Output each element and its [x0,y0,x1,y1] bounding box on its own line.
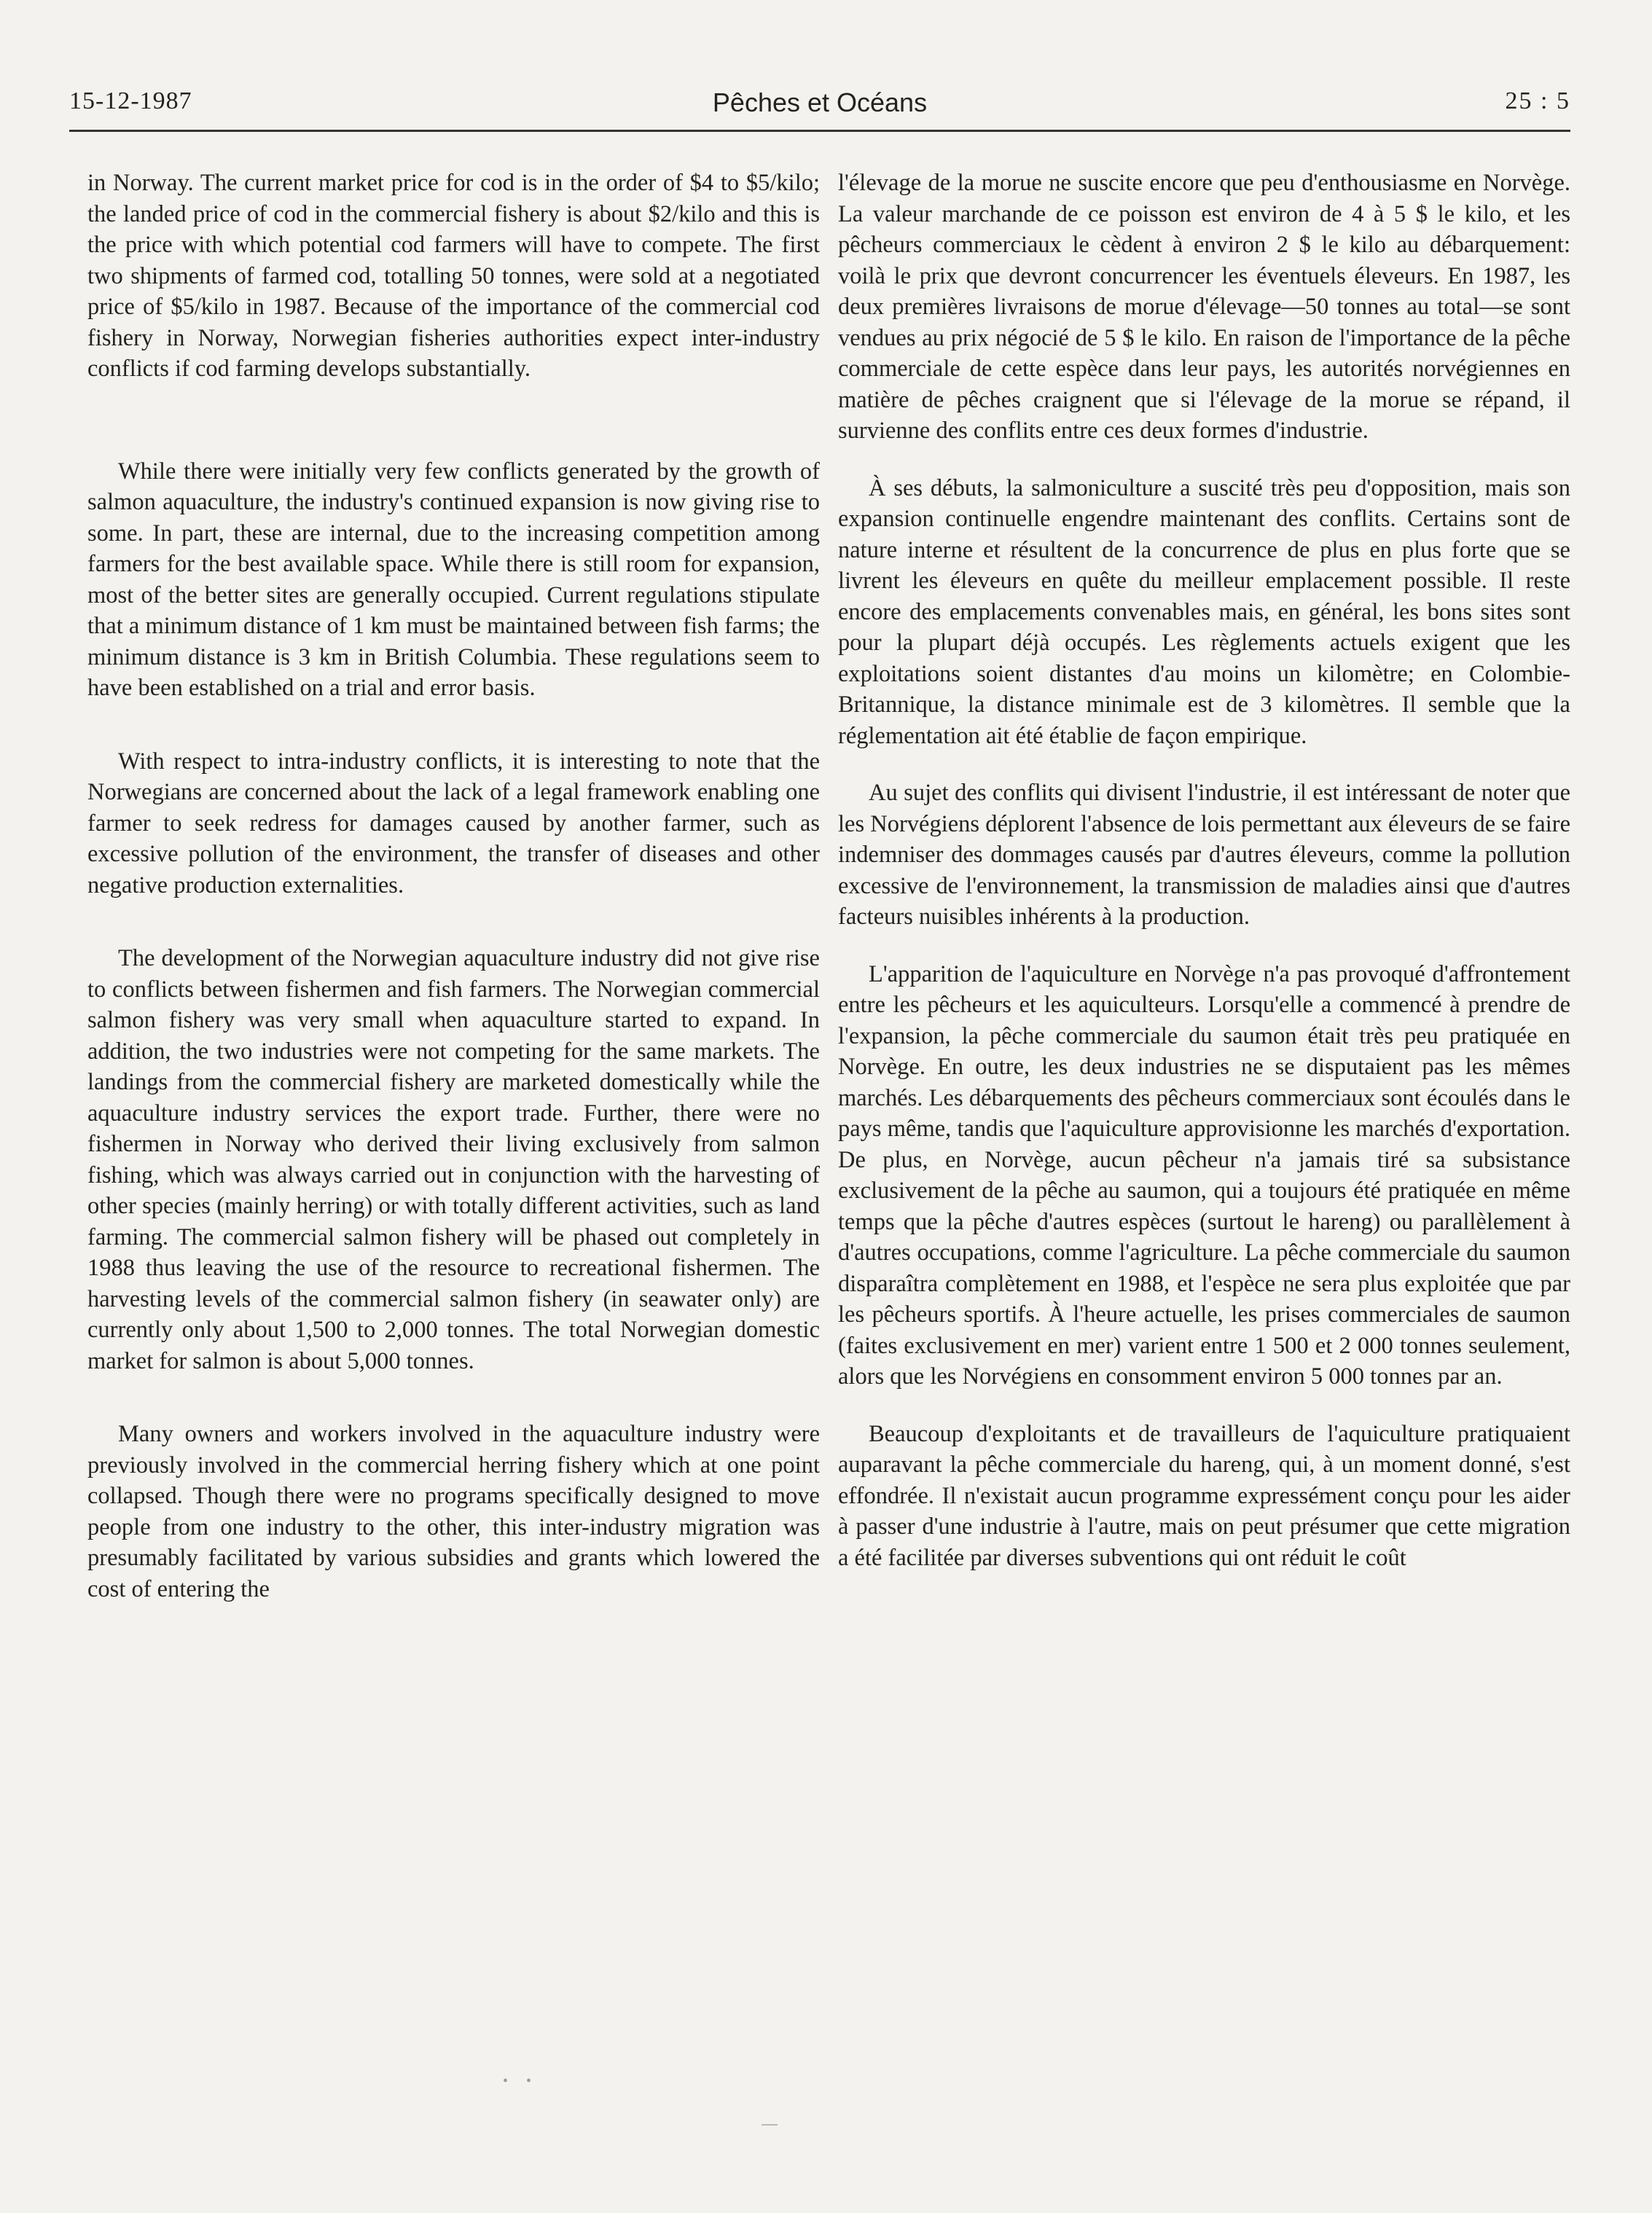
en-paragraph-2: While there were initially very few conflicts generated by the growth of salmon aquaculture, the industry's continued expansion is now giving rise to some. In part, these are internal, due to the increasing competition among farmers for the best available space. While there is still room for expansion, most of the better sites are generally occupied. Current regulations stipulate that a minimum distance of 1 km must be maintained between fish farms; the minimum distance is 3 km in British Columbia. These regulations seem to have been established on a trial and error basis. [87,458,820,701]
french-column [838,168,1570,1599]
header-page-number: 25 : 5 [1505,87,1570,114]
fr-paragraph-4: L'apparition de l'aquiculture en Norvège n'a pas provoqué d'affrontement entre les pêcheurs et les aquiculteurs. Lorsqu'elle a commencé à prendre de l'expansion, la pêche commerciale du saumon était très peu pratiquée en Norvège. En outre, les deux industries ne se disputaient pas les mêmes marchés. Les débarquements des pêcheurs commerciaux sont écoulés dans le pays même, tandis que l'aquiculture approvisionne les marchés d'exportation. De plus, en Norvège, aucun pêcheur n'a jamais tiré sa subsistance exclusivement de la pêche au saumon, qui a toujours été pratiquée en même temps que la pêche d'autres espèces (surtout le hareng) ou parallèlement à d'autres occupations, comme l'agriculture. La pêche commerciale du saumon disparaîtra complètement en 1988, et l'espèce ne sera plus exploitée que par les pêcheurs sportifs. À l'heure actuelle, les prises commerciales de saumon (faites exclusivement en mer) varient entre 1 500 et 2 000 tonnes seulement, alors que les Norvégiens en consomment environ 5 000 tonnes par an. [838,960,1570,1390]
english-column [87,168,820,1647]
header-date: 15-12-1987 [69,87,192,114]
scan-mark-dash [762,2124,778,2126]
en-paragraph-4: The development of the Norwegian aquaculture industry did not give rise to conflicts between fishermen and fish farmers. The Norwegian commercial salmon fishery was very small when aquaculture started to expand. In addition, the two industries were not competing for the same markets. The landings from the commercial fishery are marketed domestically while the aquaculture industry services the export trade. Further, there were no fishermen in Norway who derived their living exclusively from salmon fishing, which was always carried out in conjunction with the harvesting of other species (mainly herring) or with totally different activities, such as land farming. The commercial salmon fishery will be phased out completely in 1988 thus leaving the use of the resource to recreational fishermen. The harvesting levels of the commercial salmon fishery (in seawater only) are currently only about 1,500 to 2,000 tonnes. The total Norwegian domestic market for salmon is about 5,000 tonnes. [87,945,820,1374]
header-rule [69,130,1570,132]
fr-paragraph-2: À ses débuts, la salmoniculture a suscité très peu d'opposition, mais son expansion continuelle engendre maintenant des conflits. Certains sont de nature interne et résultent de la concurrence de plus en plus forte que se livrent les éleveurs en quête du meilleur emplacement possible. Il reste encore des emplacements convenables mais, en général, les bons sites sont pour la plupart déjà occupés. Les règlements actuels exigent que les exploitations soient distantes d'au moins un kilomètre; en Colombie-Britannique, la distance minimale est de 3 kilomètres. Il semble que la réglementation ait été établie de façon empirique. [838,474,1570,749]
fr-paragraph-3: Au sujet des conflits qui divisent l'industrie, il est intéressant de noter que les Norvégiens déplorent l'absence de lois permettant aux éleveurs de se faire indemniser des dommages causés par d'autres éleveurs, comme la pollution excessive de l'environnement, la transmission de maladies ainsi que d'autres facteurs nuisibles inhérents à la production. [838,780,1570,930]
page-header [69,87,1570,131]
header-title: Pêches et Océans [712,87,928,117]
scan-mark-dots: • • [503,2073,539,2089]
fr-paragraph-1: l'élevage de la morue ne suscite encore que peu d'enthousiasme en Norvège. La valeur marchande de ce poisson est environ de 4 à 5 $ le kilo, et les pêcheurs commerciaux le cèdent à environ 2 $ le kilo au débarquement: voilà le prix que devront concurrencer les éventuels éleveurs. En 1987, les deux premières livraisons de morue d'élevage—50 tonnes au total—se sont vendues au prix négocié de 5 $ le kilo. En raison de l'importance de la pêche commerciale de cette espèce dans leur pays, les autorités norvégiennes en matière de pêches craignent que si l'élevage de la morue se répand, il survienne des conflits entre ces deux formes d'industrie. [838,170,1570,444]
en-paragraph-5: Many owners and workers involved in the aquaculture industry were previously involved in the commercial herring fishery which at one point collapsed. Though there were no programs specifically designed to move people from one industry to the other, this inter-industry migration was presumably facilitated by various subsidies and grants which lowered the cost of entering the [87,1421,820,1602]
en-paragraph-1: in Norway. The current market price for cod is in the order of $4 to $5/kilo; the landed price of cod in the commercial fishery is about $2/kilo and this is the price with which potential cod farmers will have to compete. The first two shipments of farmed cod, totalling 50 tonnes, were sold at a negotiated price of $5/kilo in 1987. Because of the importance of the commercial cod fishery in Norway, Norwegian fisheries authorities expect inter-industry conflicts if cod farming develops substantially. [87,170,820,382]
en-paragraph-3: With respect to intra-industry conflicts, it is interesting to note that the Norwegians are concerned about the lack of a legal framework enabling one farmer to seek redress for damages caused by another farmer, such as excessive pollution of the environment, the transfer of diseases and other negative production externalities. [87,748,820,898]
fr-paragraph-5: Beaucoup d'exploitants et de travailleurs de l'aquiculture pratiquaient auparavant la pêche commerciale du hareng, qui, à un moment donné, s'est effondrée. Il n'existait aucun programme expressément conçu pour les aider à passer d'une industrie à l'autre, mais on peut présumer que cette migration a été facilitée par diverses subventions qui ont réduit le coût [838,1420,1570,1571]
